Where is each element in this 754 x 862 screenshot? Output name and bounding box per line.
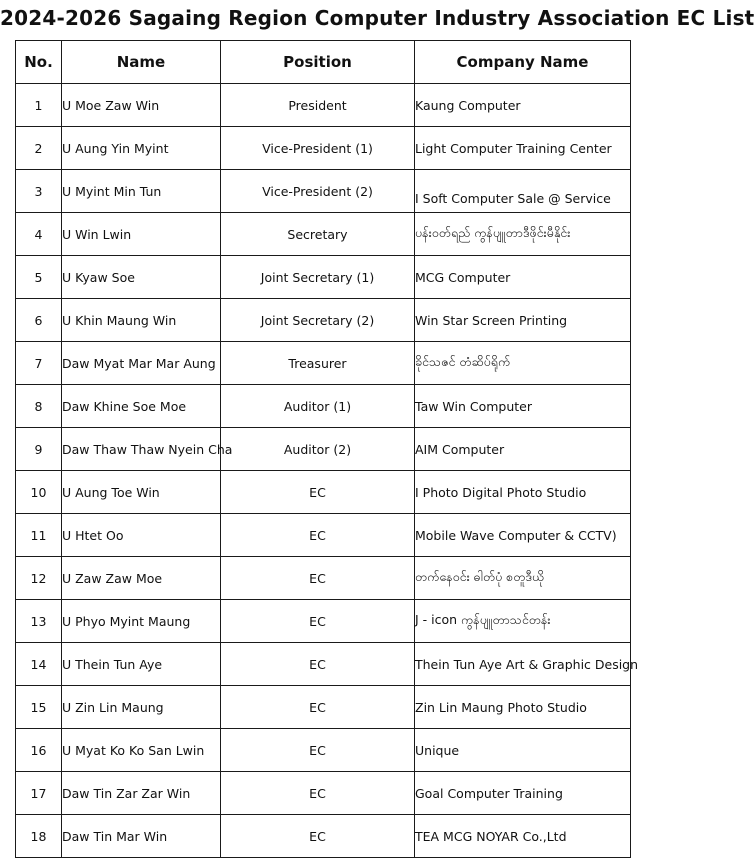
company-name: Kaung Computer [415, 84, 631, 127]
company-name: Light Computer Training Center [415, 127, 631, 170]
company-name: Unique [415, 729, 631, 772]
member-name: U Zin Lin Maung [62, 686, 221, 729]
member-name: U Win Lwin [62, 213, 221, 256]
table-row [16, 127, 631, 170]
member-position: EC [221, 600, 415, 643]
company-name: တက်နေဝင်း ဓါတ်ပုံ စတူဒီယို [415, 557, 631, 600]
company-name: J - icon ကွန်ပျူတာသင်တန်း [415, 600, 631, 643]
company-name: I Soft Computer Sale @ Service [415, 190, 611, 206]
table-row [16, 299, 631, 342]
member-name: U Htet Oo [62, 514, 221, 557]
table-header-row [16, 41, 631, 84]
member-position: EC [221, 686, 415, 729]
row-number: 6 [16, 299, 62, 342]
company-name: I Photo Digital Photo Studio [415, 471, 631, 514]
row-number: 15 [16, 686, 62, 729]
row-number: 10 [16, 471, 62, 514]
table-row [16, 342, 631, 385]
header-name: Name [62, 41, 221, 84]
member-position: EC [221, 729, 415, 772]
member-name: U Phyo Myint Maung [62, 600, 221, 643]
row-number: 13 [16, 600, 62, 643]
table-row [16, 385, 631, 428]
row-number: 1 [16, 84, 62, 127]
member-name: Daw Tin Mar Win [62, 815, 221, 858]
member-name: Daw Tin Zar Zar Win [62, 772, 221, 815]
row-number: 18 [16, 815, 62, 858]
table-row [16, 600, 631, 643]
company-name: AIM Computer [415, 428, 631, 471]
company-name: Mobile Wave Computer & CCTV) [415, 514, 631, 557]
company-name: Win Star Screen Printing [415, 299, 631, 342]
ec-list-table [15, 40, 639, 858]
company-name: TEA MCG NOYAR Co.,Ltd [415, 815, 631, 858]
row-number: 16 [16, 729, 62, 772]
row-number: 2 [16, 127, 62, 170]
company-name: MCG Computer [415, 256, 631, 299]
member-position: Joint Secretary (1) [221, 256, 415, 299]
table-row [16, 514, 631, 557]
table-row [16, 686, 631, 729]
table-row [16, 815, 631, 858]
header-no: No. [16, 41, 62, 84]
table-row [16, 170, 631, 213]
company-name: Goal Computer Training [415, 772, 631, 815]
company-name: Taw Win Computer [415, 385, 631, 428]
member-name: Daw Khine Soe Moe [62, 385, 221, 428]
member-name: U Myat Ko Ko San Lwin [62, 729, 221, 772]
row-number: 12 [16, 557, 62, 600]
member-position: EC [221, 643, 415, 686]
member-name: Daw Thaw Thaw Nyein Cha [62, 428, 221, 471]
member-name: U Khin Maung Win [62, 299, 221, 342]
member-name: U Aung Yin Myint [62, 127, 221, 170]
member-name: U Aung Toe Win [62, 471, 221, 514]
member-position: EC [221, 772, 415, 815]
member-position: Auditor (1) [221, 385, 415, 428]
member-name: U Myint Min Tun [62, 170, 221, 213]
row-number: 4 [16, 213, 62, 256]
member-name: U Moe Zaw Win [62, 84, 221, 127]
member-position: Treasurer [221, 342, 415, 385]
member-position: President [221, 84, 415, 127]
member-position: Auditor (2) [221, 428, 415, 471]
company-name-cell [415, 170, 631, 213]
table-row [16, 213, 631, 256]
member-position: EC [221, 815, 415, 858]
member-position: Vice-President (2) [221, 170, 415, 213]
member-position: Joint Secretary (2) [221, 299, 415, 342]
member-name: Daw Myat Mar Mar Aung [62, 342, 221, 385]
member-position: Secretary [221, 213, 415, 256]
table-row [16, 471, 631, 514]
company-name: ခိုင်သဇင် တံဆိပ်ရိုက် [415, 342, 631, 385]
header-position: Position [221, 41, 415, 84]
member-position: EC [221, 557, 415, 600]
table-row [16, 772, 631, 815]
table-row [16, 84, 631, 127]
row-number: 14 [16, 643, 62, 686]
table-row [16, 256, 631, 299]
member-position: EC [221, 514, 415, 557]
company-name: Zin Lin Maung Photo Studio [415, 686, 631, 729]
header-company-name: Company Name [415, 41, 631, 84]
row-number: 8 [16, 385, 62, 428]
row-number: 9 [16, 428, 62, 471]
row-number: 5 [16, 256, 62, 299]
table-row [16, 428, 631, 471]
table-row [16, 643, 631, 686]
member-position: Vice-President (1) [221, 127, 415, 170]
member-position: EC [221, 471, 415, 514]
member-name: U Zaw Zaw Moe [62, 557, 221, 600]
row-number: 3 [16, 170, 62, 213]
member-name: U Thein Tun Aye [62, 643, 221, 686]
member-name: U Kyaw Soe [62, 256, 221, 299]
row-number: 17 [16, 772, 62, 815]
row-number: 11 [16, 514, 62, 557]
row-number: 7 [16, 342, 62, 385]
company-name: ပန်းဝတ်ရည် ကွန်ပျူတာဒီဖိုင်းမီနိုင်း [415, 213, 631, 256]
page-title: 2024-2026 Sagaing Region Computer Industry Association EC List [0, 6, 754, 30]
table-row [16, 557, 631, 600]
table-row [16, 729, 631, 772]
company-name: Thein Tun Aye Art & Graphic Design [415, 643, 631, 686]
